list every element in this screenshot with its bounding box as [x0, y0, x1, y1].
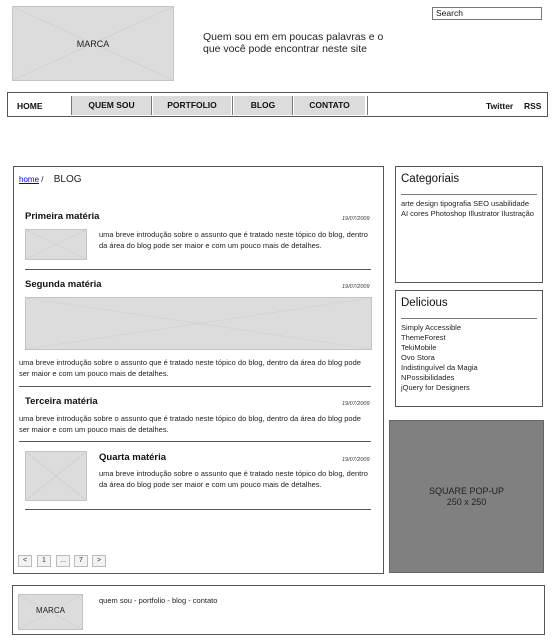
ad-label-line: SQUARE POP-UP [428, 486, 504, 496]
site-tagline: Quem sou em em poucas palavras e o que você pode encontrar neste site [203, 31, 384, 55]
post-divider [19, 441, 371, 442]
search-input[interactable]: Search [432, 7, 542, 20]
nav-divider [367, 96, 368, 115]
delicious-link-list [401, 323, 537, 393]
placeholder-cross-icon [26, 230, 86, 259]
pagination-next-button[interactable]: > [92, 555, 106, 567]
nav-blog-button[interactable]: BLOG [234, 96, 292, 115]
square-popup-ad[interactable] [389, 420, 544, 573]
delicious-widget [395, 290, 543, 407]
post-excerpt: uma breve introdução sobre o assunto que é tratado neste tópico do blog, dentro da área do blog pode ser maior e com um pouco mais de detalhes. [19, 358, 361, 378]
delicious-title: Delicious [401, 297, 448, 309]
categories-title: Categoriais [401, 173, 460, 185]
delicious-link[interactable]: NPossibilidades [401, 373, 455, 382]
nav-divider [151, 96, 152, 115]
post-title[interactable]: Terceira matéria [25, 396, 98, 407]
widget-divider [401, 194, 537, 195]
post-thumbnail[interactable] [25, 229, 87, 260]
ad-size-line: 250 x 250 [446, 497, 487, 507]
footer-links[interactable]: quem sou - portfolio - blog - contato [99, 596, 218, 605]
brand-label: MARCA [76, 39, 110, 49]
post-excerpt: uma breve introdução sobre o assunto que é tratado neste tópico do blog, dentro da área do blog pode ser maior e com um pouco mais de detalhes. [99, 230, 368, 250]
delicious-link[interactable]: Ovo Stora [401, 353, 435, 362]
delicious-link[interactable]: TekiMobile [401, 343, 437, 352]
ad-label [390, 486, 543, 508]
pagination-prev-button[interactable]: < [18, 555, 32, 567]
main-navigation [7, 92, 548, 117]
post-divider [25, 269, 371, 270]
categories-tag-list[interactable]: arte design tipografia SEO usabilidade AI cores Photoshop Illustrator Ilustração [401, 199, 534, 218]
placeholder-cross-icon [26, 452, 86, 500]
pagination-ellipsis: ... [56, 555, 70, 567]
breadcrumb-current: BLOG [53, 174, 82, 185]
breadcrumb-home-link[interactable]: home [19, 175, 40, 184]
post-divider [19, 386, 371, 387]
post-title[interactable]: Primeira matéria [25, 211, 100, 222]
categories-widget [395, 166, 543, 283]
post-date: 19/07/2009 [342, 401, 370, 407]
post-divider [25, 509, 371, 510]
nav-divider [232, 96, 233, 115]
delicious-link[interactable]: ThemeForest [401, 333, 446, 342]
nav-contato-button[interactable]: CONTATO [294, 96, 365, 115]
footer-brand-label: MARCA [36, 606, 65, 615]
widget-divider [401, 318, 537, 319]
delicious-link[interactable]: jQuery for Designers [401, 383, 470, 392]
brand-logo-placeholder[interactable] [12, 6, 174, 81]
post-title[interactable]: Quarta matéria [99, 452, 167, 463]
nav-twitter-link[interactable]: Twitter [486, 101, 514, 111]
post-thumbnail[interactable] [25, 451, 87, 501]
nav-home-link[interactable]: HOME [17, 101, 43, 111]
nav-quem-sou-button[interactable]: QUEM SOU [72, 96, 151, 115]
blog-content-panel [13, 166, 384, 574]
site-footer [12, 585, 545, 635]
post-title[interactable]: Segunda matéria [25, 279, 102, 290]
footer-brand-placeholder[interactable] [18, 594, 83, 630]
post-excerpt: uma breve introdução sobre o assunto que é tratado neste tópico do blog, dentro da área do blog pode ser maior e com um pouco mais de detalhes. [99, 469, 368, 489]
pagination-page-button[interactable]: 7 [74, 555, 88, 567]
delicious-link[interactable]: Simply Accessible [401, 323, 462, 332]
post-date: 19/07/2009 [342, 284, 370, 290]
delicious-link[interactable]: Indistinguível da Magia [401, 363, 478, 372]
breadcrumb [19, 174, 82, 185]
post-excerpt: uma breve introdução sobre o assunto que é tratado neste tópico do blog, dentro da área do blog pode ser maior e com um pouco mais de detalhes. [19, 414, 361, 434]
post-date: 19/07/2009 [342, 216, 370, 222]
nav-rss-link[interactable]: RSS [524, 101, 542, 111]
breadcrumb-separator: / [41, 175, 44, 184]
nav-portfolio-button[interactable]: PORTFOLIO [153, 96, 231, 115]
post-date: 19/07/2009 [342, 457, 370, 463]
post-wide-image[interactable] [25, 297, 372, 350]
placeholder-cross-icon [26, 298, 371, 349]
pagination-page-button[interactable]: 1 [37, 555, 51, 567]
nav-divider [292, 96, 293, 115]
